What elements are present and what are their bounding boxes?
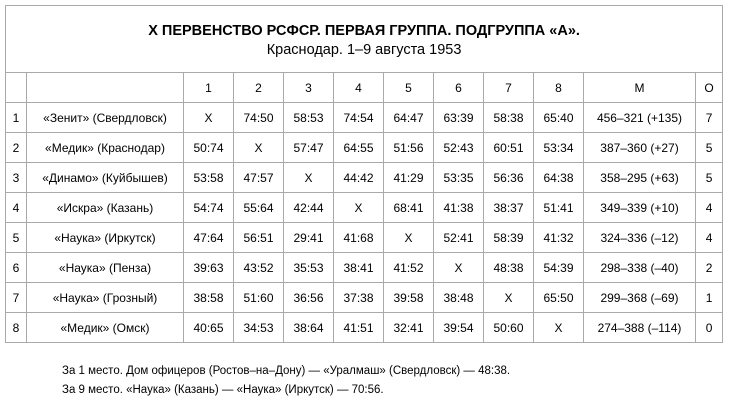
goal-difference: 298–338 (–40) [584, 253, 696, 283]
result-cell: 38:48 [434, 283, 484, 313]
result-cell: 51:41 [534, 193, 584, 223]
goal-difference: 387–360 (+27) [584, 133, 696, 163]
column-header: 4 [334, 73, 384, 103]
team-name: «Наука» (Грозный) [27, 283, 184, 313]
result-cell: 54:39 [534, 253, 584, 283]
goal-difference: 324–336 (–12) [584, 223, 696, 253]
result-cell: 41:29 [384, 163, 434, 193]
column-header: 6 [434, 73, 484, 103]
table-row [6, 103, 723, 133]
team-name: «Наука» (Пенза) [27, 253, 184, 283]
result-cell: 43:52 [234, 253, 284, 283]
column-header: М [584, 73, 696, 103]
column-header: 8 [534, 73, 584, 103]
result-cell: 74:54 [334, 103, 384, 133]
result-cell: X [284, 163, 334, 193]
row-number: 1 [6, 103, 27, 133]
result-cell: 41:52 [384, 253, 434, 283]
goal-difference: 456–321 (+135) [584, 103, 696, 133]
result-cell: 64:38 [534, 163, 584, 193]
table-row [6, 223, 723, 253]
result-cell: 53:58 [184, 163, 234, 193]
result-cell: 65:40 [534, 103, 584, 133]
result-cell: 58:39 [484, 223, 534, 253]
result-cell: 63:39 [434, 103, 484, 133]
column-header: 3 [284, 73, 334, 103]
result-cell: 58:38 [484, 103, 534, 133]
row-number: 6 [6, 253, 27, 283]
result-cell: 38:41 [334, 253, 384, 283]
team-name: «Искра» (Казань) [27, 193, 184, 223]
result-cell: 53:35 [434, 163, 484, 193]
team-name: «Медик» (Омск) [27, 313, 184, 343]
result-cell: X [534, 313, 584, 343]
result-cell: 47:57 [234, 163, 284, 193]
column-header [6, 73, 27, 103]
result-cell: 51:60 [234, 283, 284, 313]
table-subtitle: Краснодар. 1–9 августа 1953 [266, 42, 462, 58]
result-cell: 56:51 [234, 223, 284, 253]
result-cell: X [334, 193, 384, 223]
result-cell: X [184, 103, 234, 133]
goal-difference: 299–368 (–69) [584, 283, 696, 313]
result-cell: 42:44 [284, 193, 334, 223]
standings-table [5, 5, 723, 343]
team-name: «Динамо» (Куйбышев) [27, 163, 184, 193]
points: 1 [696, 283, 723, 313]
result-cell: 34:53 [234, 313, 284, 343]
result-cell: 52:43 [434, 133, 484, 163]
points: 4 [696, 223, 723, 253]
notes [62, 362, 510, 400]
result-cell: X [434, 253, 484, 283]
result-cell: 29:41 [284, 223, 334, 253]
result-cell: 41:68 [334, 223, 384, 253]
table-title: X ПЕРВЕНСТВО РСФСР. ПЕРВАЯ ГРУППА. ПОДГРУППА «А». [148, 23, 580, 39]
result-cell: 41:32 [534, 223, 584, 253]
result-cell: 47:64 [184, 223, 234, 253]
result-cell: 39:54 [434, 313, 484, 343]
points: 4 [696, 193, 723, 223]
goal-difference: 274–388 (–114) [584, 313, 696, 343]
result-cell: 60:51 [484, 133, 534, 163]
points: 0 [696, 313, 723, 343]
result-cell: X [384, 223, 434, 253]
row-number: 2 [6, 133, 27, 163]
result-cell: 54:74 [184, 193, 234, 223]
row-number: 5 [6, 223, 27, 253]
column-header: 5 [384, 73, 434, 103]
points: 5 [696, 163, 723, 193]
title-cell [6, 6, 723, 73]
title-row [6, 6, 723, 73]
table-row [6, 283, 723, 313]
result-cell: X [484, 283, 534, 313]
result-cell: 37:38 [334, 283, 384, 313]
row-number: 4 [6, 193, 27, 223]
goal-difference: 358–295 (+63) [584, 163, 696, 193]
table-row [6, 163, 723, 193]
table-row [6, 313, 723, 343]
column-header: 1 [184, 73, 234, 103]
result-cell: 36:56 [284, 283, 334, 313]
note-line: За 1 место. Дом офицеров (Ростов–на–Дону) — «Уралмаш» (Свердловск) — 48:38. [62, 365, 511, 377]
result-cell: 64:55 [334, 133, 384, 163]
result-cell: 50:74 [184, 133, 234, 163]
result-cell: 48:38 [484, 253, 534, 283]
row-number: 3 [6, 163, 27, 193]
result-cell: 38:64 [284, 313, 334, 343]
column-header [27, 73, 184, 103]
result-cell: 68:41 [384, 193, 434, 223]
result-cell: 51:56 [384, 133, 434, 163]
team-name: «Зенит» (Свердловск) [27, 103, 184, 133]
result-cell: 52:41 [434, 223, 484, 253]
result-cell: 65:50 [534, 283, 584, 313]
result-cell: 39:63 [184, 253, 234, 283]
result-cell: 41:38 [434, 193, 484, 223]
points: 7 [696, 103, 723, 133]
result-cell: 53:34 [534, 133, 584, 163]
table-row [6, 193, 723, 223]
row-number: 7 [6, 283, 27, 313]
result-cell: 32:41 [384, 313, 434, 343]
column-header: 2 [234, 73, 284, 103]
result-cell: 35:53 [284, 253, 334, 283]
table-row [6, 133, 723, 163]
note-line: За 9 место. «Наука» (Казань) — «Наука» (Иркутск) — 70:56. [62, 384, 384, 396]
result-cell: 56:36 [484, 163, 534, 193]
table-row [6, 253, 723, 283]
result-cell: 55:64 [234, 193, 284, 223]
result-cell: 40:65 [184, 313, 234, 343]
result-cell: 38:58 [184, 283, 234, 313]
team-name: «Наука» (Иркутск) [27, 223, 184, 253]
column-header: 7 [484, 73, 534, 103]
result-cell: 64:47 [384, 103, 434, 133]
result-cell: 74:50 [234, 103, 284, 133]
result-cell: 44:42 [334, 163, 384, 193]
team-name: «Медик» (Краснодар) [27, 133, 184, 163]
result-cell: 39:58 [384, 283, 434, 313]
header-row [6, 73, 723, 103]
points: 5 [696, 133, 723, 163]
row-number: 8 [6, 313, 27, 343]
result-cell: X [234, 133, 284, 163]
goal-difference: 349–339 (+10) [584, 193, 696, 223]
result-cell: 50:60 [484, 313, 534, 343]
points: 2 [696, 253, 723, 283]
result-cell: 41:51 [334, 313, 384, 343]
result-cell: 57:47 [284, 133, 334, 163]
result-cell: 38:37 [484, 193, 534, 223]
result-cell: 58:53 [284, 103, 334, 133]
column-header: О [696, 73, 723, 103]
